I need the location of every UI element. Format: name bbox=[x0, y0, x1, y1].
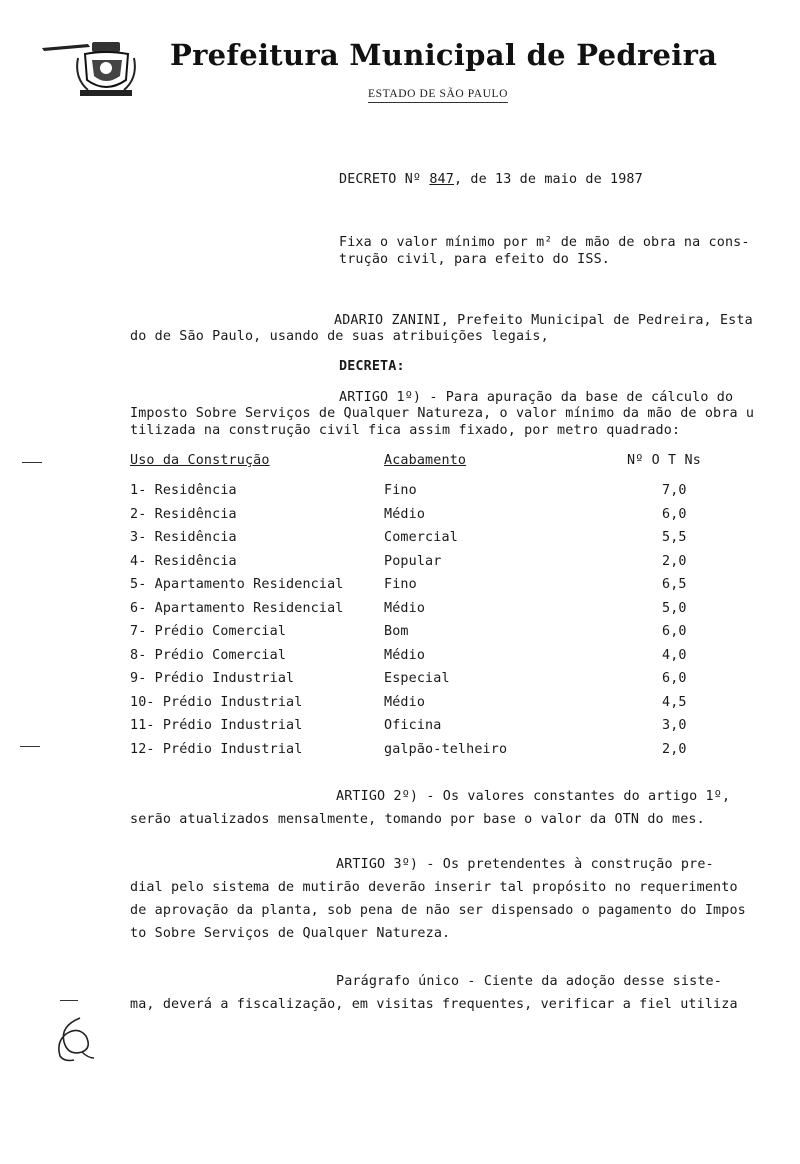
table-cell-acabamento: Bom bbox=[384, 624, 409, 639]
table-cell-acabamento: Médio bbox=[384, 694, 426, 710]
table-cell-uso: 8- Prédio Comercial bbox=[130, 647, 287, 663]
decree-date: , de 13 de maio de 1987 bbox=[453, 172, 643, 187]
table-cell-valor: 5,5 bbox=[662, 530, 687, 545]
decreta-label: DECRETA: bbox=[339, 359, 405, 374]
table-cell-valor: 6,5 bbox=[662, 577, 687, 592]
margin-mark bbox=[20, 746, 40, 747]
preamble-line: ADARIO ZANINI, Prefeito Municipal de Pedreira, Esta bbox=[334, 313, 753, 328]
table-cell-acabamento: galpão-telheiro bbox=[384, 741, 508, 757]
table-cell-valor: 3,0 bbox=[662, 718, 687, 733]
table-cell-valor: 5,0 bbox=[662, 600, 687, 616]
table-cell-acabamento: Oficina bbox=[384, 718, 442, 733]
table-cell-valor: 2,0 bbox=[662, 553, 687, 569]
article-3-line: ARTIGO 3º) - Os pretendentes à construção pre- bbox=[336, 857, 714, 872]
article-1-line: tilizada na construção civil fica assim fixado, por metro quadrado: bbox=[130, 423, 681, 438]
paragraph-line: Parágrafo único - Ciente da adoção desse siste- bbox=[336, 974, 722, 989]
table-header-otn: Nº O T Ns bbox=[627, 453, 701, 468]
decree-summary-line: Fixa o valor mínimo por m² de mão de obra na cons- bbox=[339, 235, 750, 250]
table-cell-acabamento: Fino bbox=[384, 483, 417, 498]
table-header-uso: Uso da Construção bbox=[130, 453, 270, 468]
table-cell-acabamento: Comercial bbox=[384, 530, 458, 545]
table-cell-acabamento: Médio bbox=[384, 506, 426, 522]
table-cell-uso: 1- Residência bbox=[130, 483, 237, 498]
table-cell-valor: 4,0 bbox=[662, 647, 687, 663]
table-cell-acabamento: Médio bbox=[384, 600, 426, 616]
table-cell-uso: 12- Prédio Industrial bbox=[130, 741, 303, 757]
table-cell-acabamento: Especial bbox=[384, 671, 450, 686]
paragraph-line: ma, deverá a fiscalização, em visitas frequentes, verificar a fiel utiliza bbox=[130, 997, 738, 1012]
table-cell-uso: 4- Residência bbox=[130, 553, 237, 569]
coat-of-arms-seal bbox=[40, 38, 140, 104]
table-cell-uso: 5- Apartamento Residencial bbox=[130, 577, 344, 592]
table-cell-valor: 2,0 bbox=[662, 741, 687, 757]
table-cell-valor: 7,0 bbox=[662, 483, 687, 498]
table-cell-uso: 10- Prédio Industrial bbox=[130, 694, 303, 710]
table-cell-uso: 9- Prédio Industrial bbox=[130, 671, 295, 686]
table-cell-valor: 6,0 bbox=[662, 624, 687, 639]
table-cell-uso: 2- Residência bbox=[130, 506, 237, 522]
table-cell-uso: 6- Apartamento Residencial bbox=[130, 600, 344, 616]
article-3-line: dial pelo sistema de mutirão deverão inserir tal propósito no requerimento bbox=[130, 880, 738, 895]
decree-heading bbox=[339, 172, 643, 187]
table-cell-uso: 3- Residência bbox=[130, 530, 237, 545]
article-2-line: serão atualizados mensalmente, tomando por base o valor da OTN do mes. bbox=[130, 812, 705, 827]
article-1-line: ARTIGO 1º) - Para apuração da base de cálculo do bbox=[339, 390, 734, 405]
table-cell-valor: 6,0 bbox=[662, 671, 687, 686]
page-title: Prefeitura Municipal de Pedreira bbox=[170, 38, 718, 72]
table-cell-acabamento: Médio bbox=[384, 647, 426, 663]
table-cell-uso: 7- Prédio Comercial bbox=[130, 624, 287, 639]
page-subtitle: ESTADO DE SÃO PAULO bbox=[368, 88, 508, 103]
table-cell-acabamento: Popular bbox=[384, 553, 442, 569]
table-cell-valor: 4,5 bbox=[662, 694, 687, 710]
table-cell-valor: 6,0 bbox=[662, 506, 687, 522]
article-2-line: ARTIGO 2º) - Os valores constantes do artigo 1º, bbox=[336, 789, 731, 804]
table-cell-uso: 11- Prédio Industrial bbox=[130, 718, 303, 733]
table-cell-acabamento: Fino bbox=[384, 577, 417, 592]
article-1-line: Imposto Sobre Serviços de Qualquer Natureza, o valor mínimo da mão de obra u bbox=[130, 406, 755, 421]
preamble-line: do de São Paulo, usando de suas atribuições legais, bbox=[130, 329, 549, 344]
margin-mark bbox=[22, 462, 42, 463]
article-3-line: to Sobre Serviços de Qualquer Natureza. bbox=[130, 926, 451, 941]
handwritten-initials bbox=[52, 1012, 100, 1068]
margin-mark bbox=[60, 1000, 78, 1001]
table-header-acabamento: Acabamento bbox=[384, 453, 467, 468]
decree-heading-prefix: DECRETO Nº bbox=[339, 172, 430, 187]
decree-summary-line: trução civil, para efeito do ISS. bbox=[339, 252, 610, 267]
article-3-line: de aprovação da planta, sob pena de não ser dispensado o pagamento do Impos bbox=[130, 903, 746, 918]
decree-number: 847 bbox=[429, 172, 454, 187]
